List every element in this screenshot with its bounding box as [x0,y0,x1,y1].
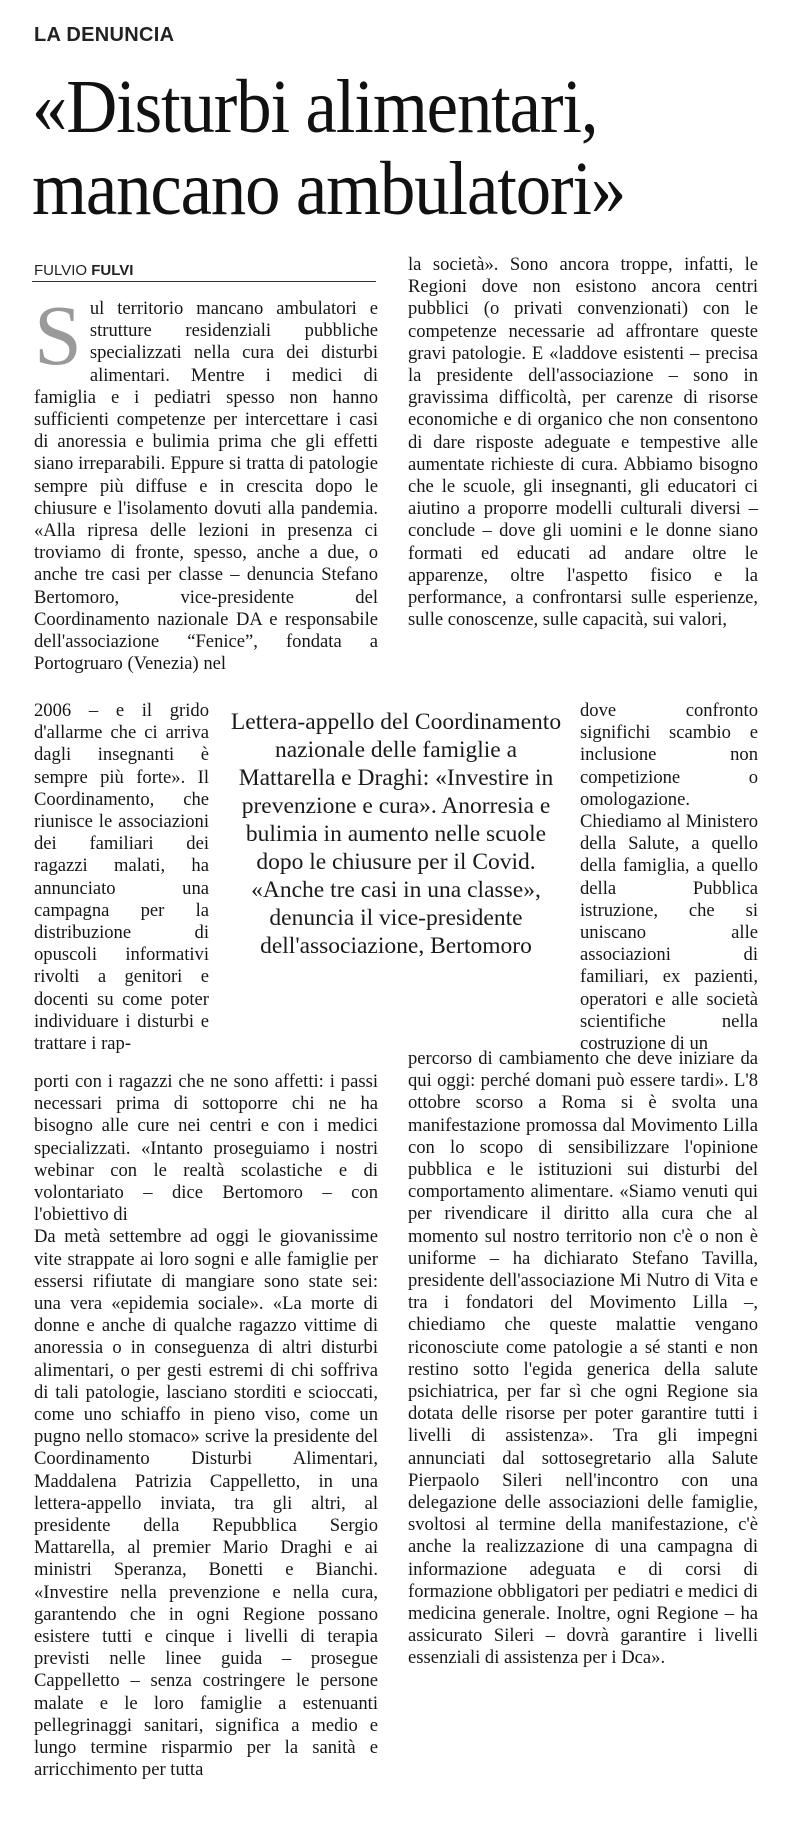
article-paragraph-left-bottom: porti con i ragazzi che ne sono affetti: i passi necessari prima di sottoporre chi ne ha bisogno alle cure nei centri e con i medici specializzati. «Intanto proseguiamo i nostri webinar con le realtà scolastiche e di volontariato – dice Bertomoro – con l'obiettivo di [34,1071,378,1226]
headline [32,66,720,230]
byline-last-name: FULVI [91,262,134,279]
article-column-right-top [408,254,758,631]
headline-line-2: mancano ambulatori» [32,147,626,231]
article-paragraph-right-narrow: dove confronto significhi scambio e inclusione non competizione o omologazione. Chiediamo al Ministero della Salute, a quello della famiglia, a quello della Pubblica istruzione, che si uniscano alle associazioni di familiari, ex pazienti, operatori e alle società scientifiche nella costruzione di un [580,700,758,1055]
article-column-right-bottom [408,1048,758,1670]
article-paragraph-left-bottom-2: Da metà settembre ad oggi le giovanissime vite strappate ai loro sogni e alle famiglie per essersi rifiutate di mangiare sono state sei: una vera «epidemia sociale». «La morte di donne e anche di qualche ragazzo vittime di anoressia o in conseguenza di altri disturbi alimentari, o per gesti estremi di chi soffriva di tali patologie, lasciano storditi e scioccati, come uno schiaffo in pieno viso, come un pugno nello stomaco» scrive la presidente del Coordinamento Disturbi Alimentari, Maddalena Patrizia Cappelletto, in una lettera-appello inviata, tra gli altri, al presidente della Repubblica Sergio Mattarella, al premier Mario Draghi e ai ministri Speranza, Bonetti e Bianchi. «Investire nella prevenzione e nella cura, garantendo che in ogni Regione possano esistere tutti e cinque i livelli di terapia previsti nelle linee guida – prosegue Cappelletto – senza costringere le persone malate e le loro famiglie a estenuanti pellegrinaggi sanitari, significa a medio e lungo termine risparmio per la sanità e arricchimento per tutta [34,1226,378,1781]
article-paragraph-opening: ul territorio mancano ambulatori e strutture residenziali pubbliche specializzati nella cura dei disturbi alimentari. Mentre i medici di famiglia e i pediatri spesso non hanno sufficienti competenze per intercettare i casi di anoressia e bulimia prima che gli effetti siano irreparabili. Eppure si tratta di patologie sempre più diffuse e in crescita dopo le chiusure e l'isolamento dovuti alla pandemia. «Alla ripresa delle lezioni in presenza ci troviamo di fronte, spesso, anche a due, o anche tre casi per classe – denuncia Stefano Bertomoro, vice-presidente del Coordinamento nazionale DA e responsabile dell'associazione “Fenice”, fondata a Portogruaro (Venezia) nel [34,298,378,675]
article-paragraph-left-narrow: 2006 – e il grido d'allarme che ci arriva dagli insegnanti è sempre più forte». Il Coordinamento, che riunisce le associazioni dei familiari dei ragazzi malati, ha annunciato una campagna per la distribuzione di opuscoli informativi rivolti a genitori e docenti su come poter individuare i disturbi e trattare i rap- [34,700,209,1055]
article-column-left-narrow [34,700,209,1055]
pull-quote: Lettera-appello del Coordinamento nazionale delle famiglie a Mattarella e Draghi: «Investire in prevenzione e cura». Anorresia e bulimia in aumento nelle scuole dopo le chiusure per il Covid. «Anche tre casi in una classe», denuncia il vice-presidente dell'associazione, Bertomoro [230,709,562,959]
byline-rule [32,281,376,282]
article-paragraph-right-top: la società». Sono ancora troppe, infatti, le Regioni dove non esistono ancora centri pubblici (o privati convenzionati) con le competenze necessarie ad affrontare queste gravi patologie. E «laddove esistenti – precisa la presidente dell'associazione – sono in gravissima difficoltà, per carenze di risorse economiche e di organico che non consentono di dare risposte adeguate e tempestive alle aumentate richieste di cura. Abbiamo bisogno che le scuole, gli insegnanti, gli educatori ci aiutino a proporre modelli culturali diversi – conclude – dove gli uomini e le donne siano formati ed educati ad andare oltre le apparenze, oltre l'aspetto fisico e la performance, a confrontarsi sulle esperienze, sulle conoscenze, sulle capacità, sui valori, [408,254,758,631]
section-kicker: LA DENUNCIA [34,24,175,46]
article-column-left-top [34,287,378,675]
headline-line-1: «Disturbi alimentari, [32,65,598,149]
byline-first-name: FULVIO [34,262,88,279]
drop-cap: S [34,287,82,383]
article-column-left-bottom [34,1071,378,1782]
article-column-right-narrow [580,700,758,1055]
byline [34,262,133,279]
article-paragraph-right-bottom: percorso di cambiamento che deve iniziare da qui oggi: perché domani può essere tardi». L'8 ottobre scorso a Roma si è svolta una manifestazione promossa dal Movimento Lilla con lo scopo di sensibilizzare l'opinione pubblica e le istituzioni sui disturbi del comportamento alimentare. «Siamo venuti qui per rivendicare il diritto alla cura che al momento sul nostro territorio non c'è o non è uniforme – ha dichiarato Stefano Tavilla, presidente dell'associazione Mi Nutro di Vita e tra i fondatori del Movimento Lilla –, chiediamo che queste malattie vengano riconosciute come patologie a sé stanti e non restino sotto l'egida generica della salute psichiatrica, per far sì che ogni Regione sia dotata delle risorse per poter garantire tutti i livelli di assistenza». Tra gli impegni annunciati dal sottosegretario alla Salute Pierpaolo Sileri nell'incontro con una delegazione delle associazioni delle famiglie, svoltosi al termine della manifestazione, c'è anche la realizzazione di una campagna di informazione adeguata e di corsi di formazione obbligatori per pediatri e medici di medicina generale. Inoltre, ogni Regione – ha assicurato Sileri – dovrà garantire i livelli essenziali di assistenza per i Dca». [408,1048,758,1669]
